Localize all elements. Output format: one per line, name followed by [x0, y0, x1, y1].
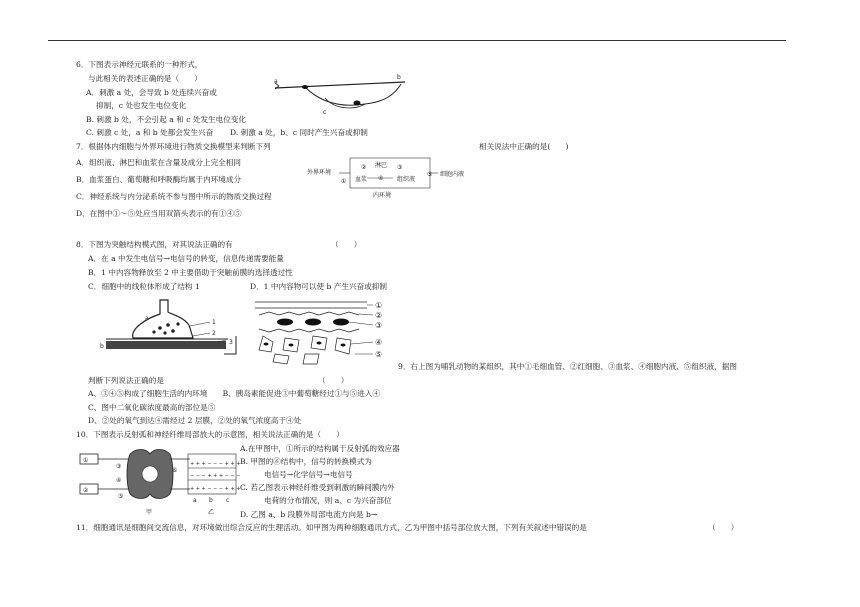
- q7-option-a: A．组织液、淋巴和血浆在含量及成分上完全相同: [76, 158, 241, 167]
- q9-label-5: ⑤: [375, 350, 383, 359]
- q7-option-c: C．神经系统与内分泌系统不参与图中所示的物质交换过程: [76, 192, 272, 201]
- q7-inner-env: 内环境: [373, 192, 392, 199]
- q10-option-a: A.在甲图中，①所示的结构属于反射弧的效应器: [240, 444, 400, 453]
- q9-stem2: 判断下列说法正确的是: [88, 376, 164, 385]
- q8-option-c: C．细胞中的线粒体形成了结构 1: [88, 282, 200, 291]
- q10-stem: 10．下图表示反射弧和神经纤维局部放大的示意图，相关说法正确的是（ ）: [76, 430, 344, 439]
- q10-label-1: ①: [83, 457, 89, 464]
- q7-option-d: D．在图中①～⑤处应当用双箭头表示的有①④⑤: [76, 209, 242, 218]
- q6-label-a: a: [274, 78, 278, 85]
- q6-option-d: D. 刺激 a 处，b、c 同时产生兴奋或抑制: [230, 128, 368, 137]
- q7-n5: ⑤: [427, 171, 433, 178]
- q8-label-3: 3: [229, 339, 233, 346]
- q7-tissue: 组织液: [397, 176, 416, 183]
- q7-cell-fluid: 细胞内液: [440, 171, 465, 178]
- q9-label-4: ④: [375, 338, 383, 347]
- q8-paren: （ ）: [331, 240, 362, 249]
- q9-paren: （ ）: [318, 376, 349, 385]
- q6-option-b: B. 刺激 b 处，不会引起 a 和 c 处发生电位变化: [86, 115, 247, 124]
- q8-option-d: D．1 中内容物可以使 b 产生兴奋或抑制: [250, 282, 387, 291]
- q7-plasma: 血浆: [355, 176, 368, 183]
- q10-label-5: ⑤: [118, 493, 124, 500]
- q8-label-b: b: [100, 343, 104, 350]
- q9-label-1: ①: [375, 301, 383, 310]
- q11-paren: （ ）: [708, 523, 739, 532]
- q7-outer-env: 外界环境: [307, 169, 332, 176]
- q10-label-b: b: [209, 497, 213, 504]
- svg-text:− − − + + + − − −: − − − + + + − − −: [190, 473, 241, 479]
- q6-label-b: b: [397, 74, 401, 81]
- q6-option-a-cont: 抑制，c 处也发生电位变化: [96, 101, 187, 110]
- q8-stem: 8．下图为突触结构模式图，对其说法正确的有: [76, 240, 233, 249]
- q10-option-c-cont: 电荷的分布情况，则 a、c 为兴奋部位: [264, 496, 392, 505]
- q9-label-3: ③: [375, 321, 383, 330]
- q10-label-4: ④: [116, 477, 122, 484]
- q8-label-2: 2: [212, 330, 216, 337]
- q7-stem-tail: 相关说法中正确的是( ): [479, 142, 569, 151]
- q10-option-d: D. 乙图 a、b 段膜外局部电流方向是 b→: [240, 510, 378, 519]
- q10-option-b: B. 甲图的⑥结构中，信号的转换模式为: [240, 457, 372, 466]
- q7-n4: ④: [378, 175, 384, 182]
- q9-stem: 9．右上图为哺乳动物的某组织，其中①毛细血管、②红细胞、③血浆、④细胞内液、⑤组织液，据图: [398, 362, 737, 371]
- q6-label-c: c: [323, 109, 327, 116]
- q9-option-d: D、②处的氧气到达④需经过 2 层膜，②处的氧气浓度高于④处: [88, 416, 302, 425]
- q10-label-2: ②: [83, 487, 89, 494]
- q10-option-c: C. 若乙图表示神经纤维受到刺激的瞬间膜内外: [240, 483, 395, 492]
- q10-label-3: ③: [116, 463, 122, 470]
- q6-option-a: A．刺激 a 处，会导致 b 处连续兴奋或: [86, 88, 217, 97]
- q7-n3: ③: [397, 164, 403, 171]
- q9-option-c: C、图中二氧化碳浓度最高的部位是⑤: [88, 403, 216, 412]
- q11-stem: 11．细胞通讯是细胞间交流信息，对环境做出综合反应的生理活动。如甲图为两种细胞通讯方式，乙为甲图中括号部位放大图，下列有关叙述中错误的是: [76, 523, 587, 532]
- q9-tissue-diagram: [255, 298, 390, 366]
- q7-lymph: 淋巴: [375, 162, 388, 169]
- q10-label-a: a: [193, 497, 197, 504]
- q9-label-2: ②: [375, 311, 383, 320]
- svg-text:+ + + − − − + + +: + + + − − − + + +: [190, 461, 241, 467]
- q8-label-a: a: [145, 315, 149, 322]
- q6-neuron-diagram: [265, 70, 415, 118]
- q10-label-6: ⑥: [172, 467, 178, 474]
- q7-n2: ②: [361, 164, 367, 171]
- q7-option-b: B．血浆蛋白、葡萄糖和呼吸酶均属于内环境成分: [76, 175, 242, 184]
- q10-label-c: c: [226, 497, 230, 504]
- q10-label-yi: 乙: [208, 509, 215, 516]
- q8-label-1: 1: [212, 319, 216, 326]
- q10-option-b-cont: 电信号→化学信号→电信号: [264, 470, 353, 479]
- q7-stem: 7．根据体内细胞与外界环境进行物质交换模型来判断下列: [76, 142, 271, 151]
- q7-exchange-diagram: [305, 157, 505, 203]
- q7-n1: ①: [341, 178, 347, 185]
- q6-stem2: 与此相关的表述正确的是（ ）: [88, 74, 202, 83]
- q8-option-b: B．1 中内容物释放至 2 中主要借助于突触前膜的选择透过性: [88, 268, 293, 277]
- svg-text:+ + + − − − + + +: + + + − − − + + +: [190, 486, 241, 492]
- q10-label-jia: 甲: [146, 509, 153, 516]
- q9-option-ab: A、③④⑤构成了细胞生活的内环境 B、胰岛素能促进③中葡萄糖经过①与⑤进入④: [88, 389, 381, 398]
- q8-option-a: A．在 a 中发生电信号→电信号的转变，信息传递需要能量: [88, 254, 284, 263]
- q6-stem: 6．下图表示神经元联系的一种形式，: [76, 60, 203, 69]
- q6-option-c: C. 刺激 c 处，a 和 b 处都会发生兴奋: [86, 128, 214, 137]
- q8-synapse-diagram: [98, 298, 248, 356]
- header-rule: [48, 40, 786, 41]
- q10-reflex-arc-diagram: [80, 446, 241, 516]
